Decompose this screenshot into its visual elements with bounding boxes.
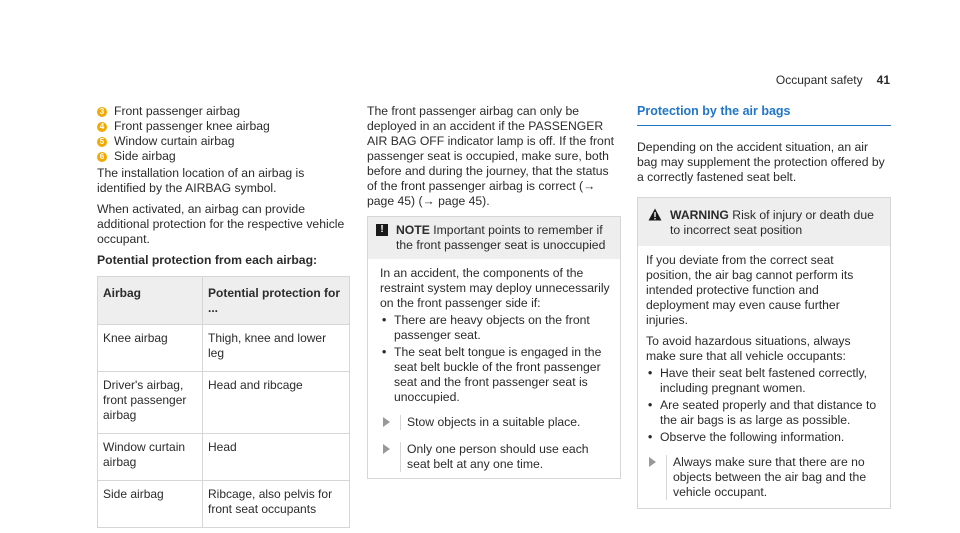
note-header	[368, 217, 620, 259]
number-badge-icon: 4	[97, 122, 107, 132]
list-item-text: Window curtain airbag	[114, 134, 235, 148]
table-cell: Driver's airbag, front passenger airbag	[98, 372, 203, 434]
table-cell: Side airbag	[98, 481, 203, 528]
column-header: Airbag	[98, 277, 203, 325]
step-item	[380, 442, 612, 472]
note-body	[368, 259, 620, 478]
list-item: • There are heavy objects on the front passenger seat.	[380, 313, 612, 343]
table-cell: Window curtain airbag	[98, 434, 203, 481]
step-item	[646, 455, 882, 500]
table-cell: Knee airbag	[98, 325, 203, 372]
arrow-right-icon	[380, 443, 392, 455]
table-row	[98, 372, 350, 434]
airbag-list	[97, 104, 350, 164]
list-item	[97, 149, 350, 164]
arrow-right-icon	[646, 456, 658, 468]
number-badge-icon: 5	[97, 137, 107, 147]
list-item-text: Side airbag	[114, 149, 176, 163]
step-text: Always make sure that there are no objects between the air bag and the vehicle occupant.	[666, 455, 882, 500]
warning-triangle-icon	[648, 208, 662, 221]
section-heading: Protection by the air bags	[637, 104, 891, 126]
table-cell: Thigh, knee and lower leg	[203, 325, 350, 372]
page-number: 41	[876, 73, 890, 87]
table-cell: Head and ribcage	[203, 372, 350, 434]
note-intro: In an accident, the components of the restraint system may deploy unnecessarily on the front passenger side if:	[380, 266, 610, 310]
list-item: • Have their seat belt fastened correctly, including pregnant women.	[646, 366, 882, 396]
list-item	[97, 104, 350, 119]
airbag-protection-paragraph: Depending on the accident situation, an air bag may supplement the protection offered by a correctly fastened seat belt.	[637, 140, 885, 184]
warning-paragraph: To avoid hazardous situations, always make sure that all vehicle occupants:	[646, 334, 851, 363]
warning-steps	[646, 455, 882, 500]
warning-header	[638, 198, 890, 246]
list-item: • Are seated properly and that distance to the air bags is as large as possible.	[646, 398, 882, 428]
table-cell: Head	[203, 434, 350, 481]
list-item-text: Front passenger knee airbag	[114, 119, 270, 133]
column-1	[97, 104, 350, 528]
number-badge-icon: 6	[97, 152, 107, 162]
section-title: Occupant safety	[775, 73, 863, 87]
table-header-row	[98, 277, 350, 325]
note-steps	[380, 415, 612, 472]
warning-bullets	[646, 366, 882, 445]
table-row	[98, 325, 350, 372]
warning-paragraph: If you deviate from the correct seat position, the air bag cannot perform its intended protective function and deployment may even cause further injuries.	[646, 253, 854, 327]
warning-box	[637, 197, 891, 509]
arrow-right-icon	[380, 416, 392, 428]
table-row	[98, 434, 350, 481]
number-badge-icon: 3	[97, 107, 107, 117]
note-title-wrap	[396, 223, 614, 253]
list-item	[97, 134, 350, 149]
warning-body	[638, 246, 890, 508]
list-item	[97, 119, 350, 134]
warning-label: WARNING	[670, 208, 729, 222]
column-3	[637, 104, 891, 509]
note-title: Important points to remember if the front passenger seat is unoccupied	[396, 223, 606, 252]
front-passenger-paragraph: The front passenger airbag can only be deployed in an accident if the PASSENGER AIR BAG OFF indicator lamp is off. If the front passenger seat is occupied, make sure, both before and during the journey, that the status of the front passenger airbag is correct (→ page 45) (→ page 45).	[367, 104, 614, 208]
activation-paragraph: When activated, an airbag can provide additional protection for the respective vehicle occupant.	[97, 202, 345, 246]
step-text: Only one person should use each seat belt at any one time.	[400, 442, 612, 472]
page-header	[776, 73, 890, 88]
step-item	[380, 415, 612, 430]
exclamation-icon: !	[376, 224, 388, 236]
table-cell: Ribcage, also pelvis for front seat occupants	[203, 481, 350, 528]
column-2	[367, 104, 621, 479]
protection-table	[97, 276, 350, 528]
table-row	[98, 481, 350, 528]
note-box	[367, 216, 621, 479]
table-heading: Potential protection from each airbag:	[97, 253, 318, 267]
note-bullets	[380, 313, 612, 405]
warning-title: Risk of injury or death due to incorrect seat position	[670, 208, 874, 237]
step-text: Stow objects in a suitable place.	[400, 415, 580, 430]
list-item-text: Front passenger airbag	[114, 104, 241, 118]
list-item: • The seat belt tongue is engaged in the seat belt buckle of the front passenger seat and the front passenger seat is unoccupied.	[380, 345, 612, 405]
warning-title-wrap	[670, 208, 882, 238]
installation-paragraph: The installation location of an airbag is identified by the AIRBAG symbol.	[97, 166, 305, 195]
note-label: NOTE	[396, 223, 430, 237]
list-item: • Observe the following information.	[646, 430, 882, 445]
column-header: Potential protection for ...	[203, 277, 350, 325]
